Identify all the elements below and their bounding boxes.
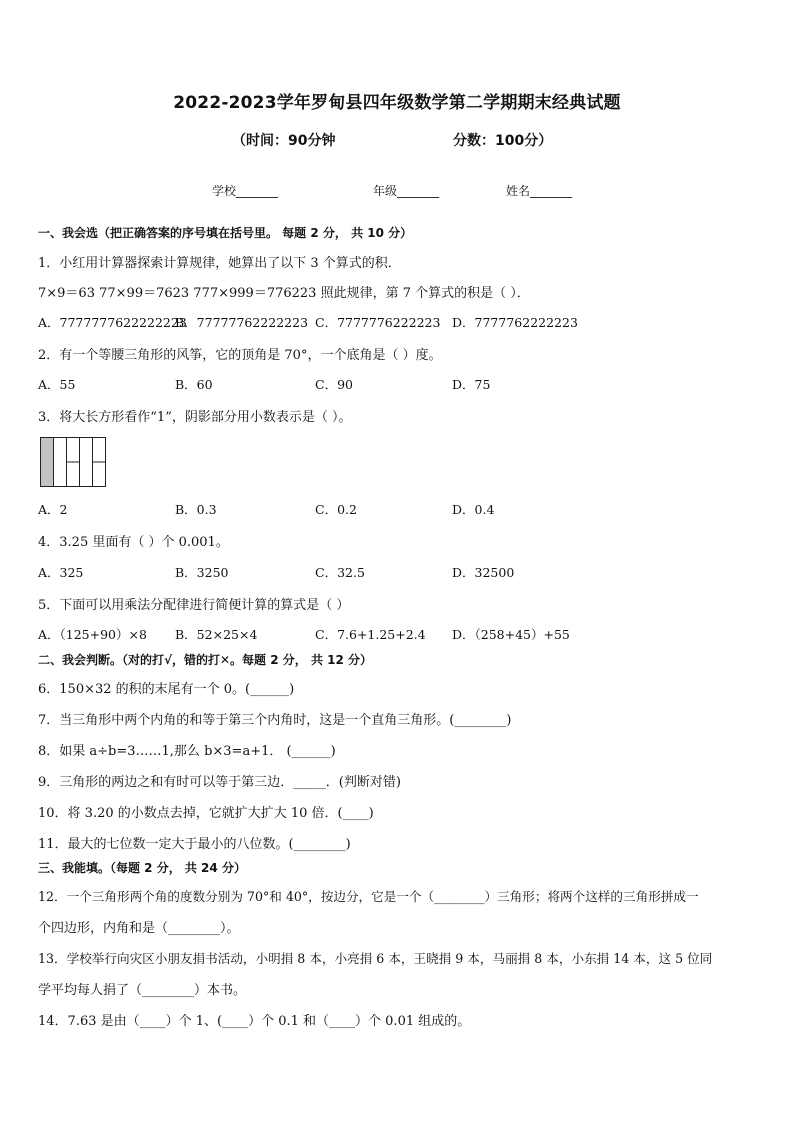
exam-title: 2022-2023学年罗甸县四年级数学第二学期期末经典试题 [173, 93, 621, 113]
exam-score: 分数：100分） [453, 133, 553, 149]
q1-option-d: D．7777762222223 [452, 315, 578, 330]
rectangle-figure [40, 437, 106, 487]
q2-option-d: D．75 [452, 377, 491, 392]
section-1-heading: 一、我会选（把正确答案的序号填在括号里。 每题 2 分， 共 10 分） [38, 226, 413, 240]
q2-option-b: B．60 [175, 377, 213, 392]
question-7: 7．当三角形中两个内角的和等于第三个内角时，这是一个直角三角形。(________) [38, 713, 512, 728]
q1-option-b: B．77777762222223 [175, 315, 309, 330]
q3-option-d: D．0.4 [452, 502, 495, 517]
q4-option-d: D．32500 [452, 565, 515, 580]
q1-option-c: C．7777776222223 [315, 315, 441, 330]
question-4: 4．3.25 里面有（ ）个 0.001。 [38, 535, 229, 550]
q3-option-b: B．0.3 [175, 502, 217, 517]
question-8: 8．如果 a÷b=3……1,那么 b×3=a+1． (______) [38, 744, 336, 759]
q5-option-a: A．（125+90）×8 [38, 627, 147, 642]
shaded-column [41, 438, 54, 487]
name-field: 姓名_______ [506, 184, 573, 198]
question-3: 3．将大长方形看作“1”，阴影部分用小数表示是（ ）。 [38, 410, 352, 425]
q2-option-c: C．90 [315, 377, 353, 392]
q3-option-c: C．0.2 [315, 502, 357, 517]
question-13-cont: 学平均每人捐了（________）本书。 [38, 983, 247, 998]
question-5: 5．下面可以用乘法分配律进行简便计算的算式是（ ） [38, 598, 350, 613]
question-10: 10．将 3.20 的小数点去掉，它就扩大扩大 10 倍．(____) [38, 806, 374, 821]
q4-option-b: B．3250 [175, 565, 229, 580]
question-11: 11．最大的七位数一定大于最小的八位数。(________) [38, 837, 351, 852]
q4-option-a: A．325 [38, 565, 84, 580]
question-1: 1．小红用计算器探索计算规律，她算出了以下 3 个算式的积． [38, 256, 401, 271]
question-13: 13．学校举行向灾区小朋友捐书活动，小明捐 8 本，小亮捐 6 本，王晓捐 9 本，马丽捐 8 本，小东捐 14 本，这 5 位同 [38, 951, 713, 966]
question-2: 2．有一个等腰三角形的风筝，它的顶角是 70°，一个底角是（ ）度。 [38, 348, 442, 363]
exam-time: （时间：90分钟 [232, 133, 336, 149]
question-12: 12．一个三角形两个角的度数分别为 70°和 40°，按边分，它是一个（________）三角形；将两个这样的三角形拼成一 [38, 889, 699, 904]
grade-field: 年级_______ [373, 184, 440, 198]
q5-option-b: B．52×25×4 [175, 627, 258, 642]
q5-option-d: D．（258+45）+55 [452, 627, 570, 642]
question-6: 6．150×32 的积的末尾有一个 0。(______) [38, 682, 295, 697]
q1-option-a: A．7777777622222223 [38, 315, 187, 330]
question-14: 14．7.63 是由（____）个 1、(____）个 0.1 和（____）个 0.01 组成的。 [38, 1014, 471, 1029]
question-1-formulas: 7×9＝63 77×99＝7623 777×999＝776223 照此规律，第 7 个算式的积是（ ）． [38, 286, 530, 301]
section-3-heading: 三、我能填。（每题 2 分， 共 24 分） [38, 861, 246, 875]
q5-option-c: C．7.6+1.25+2.4 [315, 627, 426, 642]
q3-option-a: A．2 [38, 502, 68, 517]
question-12-cont: 个四边形，内角和是（________）。 [38, 921, 240, 936]
q2-option-a: A．55 [38, 377, 76, 392]
question-9: 9．三角形的两边之和有时可以等于第三边．_____．(判断对错) [38, 775, 401, 790]
school-field: 学校_______ [212, 184, 279, 198]
q4-option-c: C．32.5 [315, 565, 365, 580]
section-2-heading: 二、我会判断。（对的打√，错的打✕。每题 2 分， 共 12 分） [38, 653, 372, 667]
